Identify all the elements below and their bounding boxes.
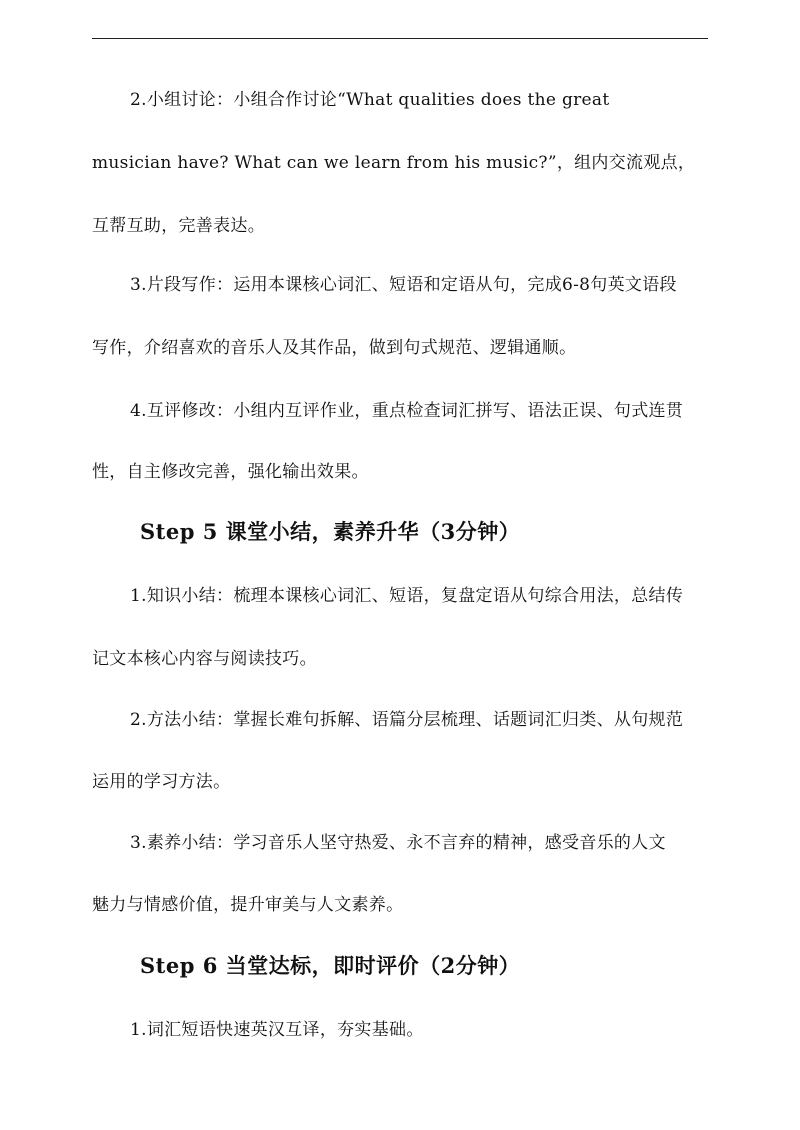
- header-rule: [92, 38, 708, 39]
- paragraph-line: 性，自主修改完善，强化输出效果。: [92, 462, 369, 482]
- paragraph-line: 魅力与情感价值，提升审美与人文素养。: [92, 895, 404, 915]
- paragraph-line: 2.方法小结：掌握长难句拆解、语篇分层梳理、话题词汇归类、从句规范: [130, 710, 684, 730]
- section-heading: Step 6 当堂达标，即时评价（2分钟）: [140, 953, 521, 978]
- paragraph-line: 互帮互助，完善表达。: [92, 216, 265, 236]
- paragraph-line: 3.片段写作：运用本课核心词汇、短语和定语从句，完成6-8句英文语段: [130, 275, 677, 295]
- section-heading: Step 5 课堂小结，素养升华（3分钟）: [140, 519, 521, 544]
- paragraph-line: 运用的学习方法。: [92, 772, 231, 792]
- paragraph-line: 4.互评修改：小组内互评作业，重点检查词汇拼写、语法正误、句式连贯: [130, 401, 684, 421]
- paragraph-line: 1.知识小结：梳理本课核心词汇、短语，复盘定语从句综合用法，总结传: [130, 586, 684, 606]
- paragraph-line: 1.词汇短语快速英汉互译，夯实基础。: [130, 1020, 424, 1040]
- paragraph-line: 写作，介绍喜欢的音乐人及其作品，做到句式规范、逻辑通顺。: [92, 338, 577, 358]
- paragraph-line: 记文本核心内容与阅读技巧。: [92, 649, 317, 669]
- paragraph-line: musician have? What can we learn from his music?”，组内交流观点，: [92, 153, 696, 173]
- paragraph-line: 3.素养小结：学习音乐人坚守热爱、永不言弃的精神，感受音乐的人文: [130, 833, 666, 853]
- paragraph-line: 2.小组讨论：小组合作讨论“What qualities does the great: [130, 90, 610, 110]
